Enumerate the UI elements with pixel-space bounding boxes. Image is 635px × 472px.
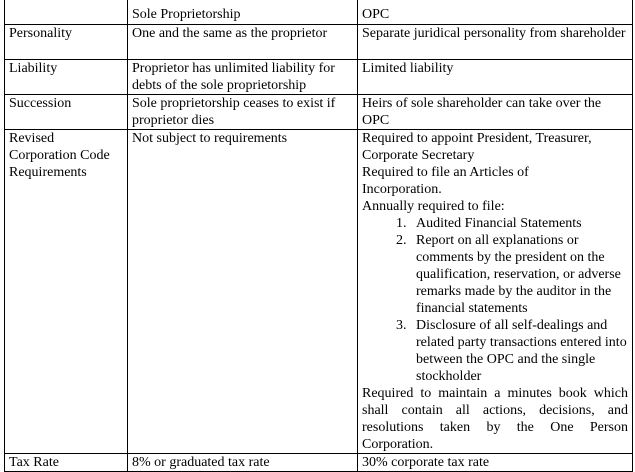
row-label: Succession: [5, 95, 128, 130]
sole-cell: 8% or graduated tax rate: [128, 454, 358, 472]
row-label: Revised Corporation Code Requirements: [5, 130, 128, 454]
opc-requirement-officers: Required to appoint President, Treasurer, Corporate Secretary: [362, 131, 592, 163]
opc-cell: Heirs of sole shareholder can take over the OPC: [358, 95, 633, 130]
annual-filings-list: [362, 215, 628, 385]
list-item: 2. Report on all explanations or comments by the president on the qualification, reservation, or adverse remarks made by the auditor in the financial statements: [410, 232, 628, 317]
opc-requirement-annual: Annually required to file:: [362, 199, 505, 214]
table-row: [5, 130, 633, 454]
opc-cell: [358, 130, 633, 454]
opc-requirement-articles: Required to file an Articles of Incorporation.: [362, 165, 529, 197]
opc-cell: Separate juridical personality from shareholder: [358, 25, 633, 60]
comparison-table: [4, 0, 633, 472]
list-item: 1. Audited Financial Statements: [410, 215, 628, 232]
table-row: [5, 25, 633, 60]
row-label: Tax Rate: [5, 454, 128, 472]
table-row: [5, 60, 633, 95]
opc-cell: Limited liability: [358, 60, 633, 95]
opc-cell: 30% corporate tax rate: [358, 454, 633, 472]
sole-cell: One and the same as the proprietor: [128, 25, 358, 60]
header-cell-empty: [5, 0, 128, 25]
header-opc: OPC: [358, 0, 633, 25]
sole-cell: Not subject to requirements: [128, 130, 358, 454]
header-sole-proprietorship: Sole Proprietorship: [128, 0, 358, 25]
opc-requirement-minutes: Required to maintain a minutes book which shall contain all actions, decisions, and resolutions taken by the One Person Corporation.: [362, 386, 628, 452]
header-row: [5, 0, 633, 25]
row-label: Liability: [5, 60, 128, 95]
table-row: [5, 95, 633, 130]
list-item: 3. Disclosure of all self-dealings and related party transactions entered into between the OPC and the single stockholder: [410, 317, 628, 385]
row-label: Personality: [5, 25, 128, 60]
sole-cell: Proprietor has unlimited liability for debts of the sole proprietorship: [128, 60, 358, 95]
sole-cell: Sole proprietorship ceases to exist if proprietor dies: [128, 95, 358, 130]
